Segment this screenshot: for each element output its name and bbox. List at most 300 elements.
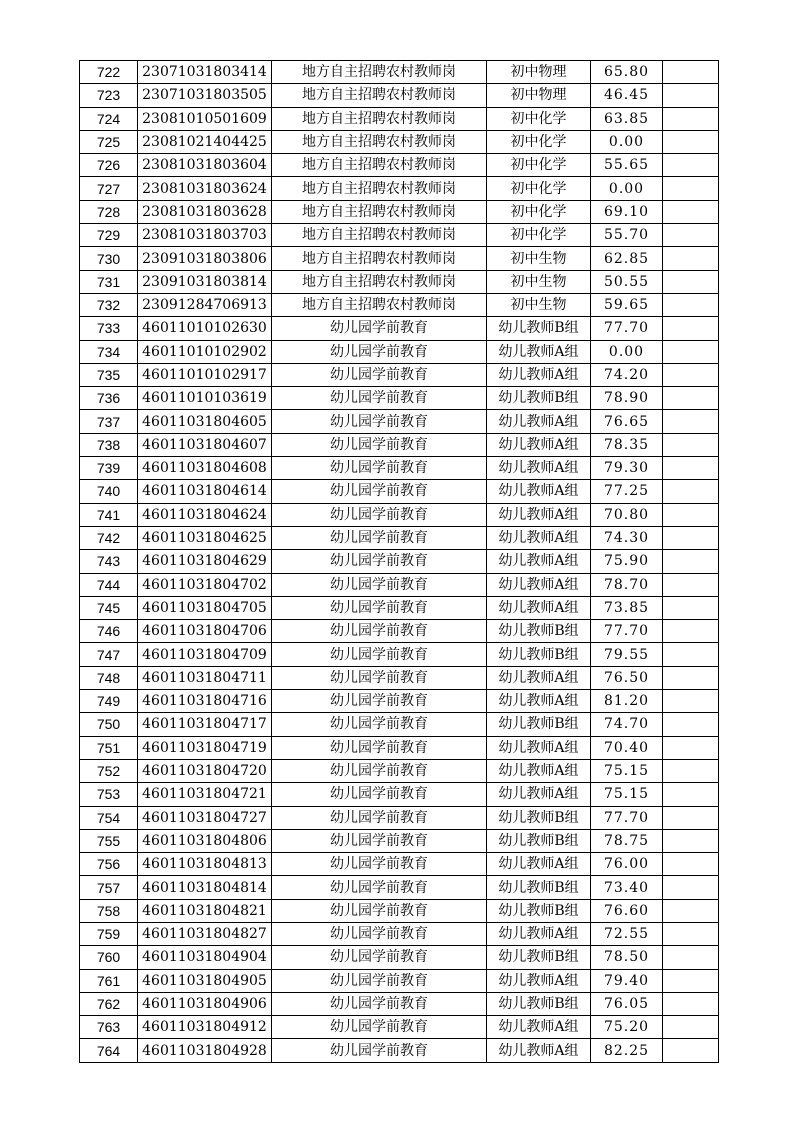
row-number: 739 bbox=[80, 457, 138, 480]
table-row bbox=[80, 270, 719, 293]
candidate-id: 46011031804614 bbox=[138, 480, 272, 503]
post-name: 幼儿园学前教育 bbox=[272, 480, 487, 503]
row-number: 750 bbox=[80, 713, 138, 736]
remark-cell bbox=[663, 853, 719, 876]
table-row bbox=[80, 107, 719, 130]
post-name: 幼儿园学前教育 bbox=[272, 620, 487, 643]
subject-name: 幼儿教师A组 bbox=[487, 1016, 591, 1039]
post-name: 幼儿园学前教育 bbox=[272, 317, 487, 340]
subject-name: 幼儿教师A组 bbox=[487, 783, 591, 806]
score-value: 79.30 bbox=[591, 457, 663, 480]
row-number: 764 bbox=[80, 1039, 138, 1062]
row-number: 753 bbox=[80, 783, 138, 806]
score-value: 78.35 bbox=[591, 433, 663, 456]
candidate-id: 46011031804702 bbox=[138, 573, 272, 596]
post-name: 幼儿园学前教育 bbox=[272, 503, 487, 526]
post-name: 幼儿园学前教育 bbox=[272, 457, 487, 480]
remark-cell bbox=[663, 620, 719, 643]
score-value: 76.60 bbox=[591, 899, 663, 922]
remark-cell bbox=[663, 457, 719, 480]
table-row bbox=[80, 946, 719, 969]
row-number: 754 bbox=[80, 806, 138, 829]
subject-name: 幼儿教师B组 bbox=[487, 620, 591, 643]
remark-cell bbox=[663, 270, 719, 293]
score-value: 62.85 bbox=[591, 247, 663, 270]
table-row bbox=[80, 783, 719, 806]
table-row bbox=[80, 806, 719, 829]
table-row bbox=[80, 130, 719, 153]
score-value: 81.20 bbox=[591, 690, 663, 713]
remark-cell bbox=[663, 829, 719, 852]
row-number: 757 bbox=[80, 876, 138, 899]
score-value: 55.65 bbox=[591, 154, 663, 177]
table-row bbox=[80, 596, 719, 619]
score-value: 0.00 bbox=[591, 177, 663, 200]
subject-name: 初中生物 bbox=[487, 247, 591, 270]
subject-name: 初中化学 bbox=[487, 200, 591, 223]
table-row bbox=[80, 317, 719, 340]
post-name: 幼儿园学前教育 bbox=[272, 806, 487, 829]
subject-name: 初中化学 bbox=[487, 107, 591, 130]
candidate-id: 23081031803624 bbox=[138, 177, 272, 200]
subject-name: 幼儿教师A组 bbox=[487, 457, 591, 480]
row-number: 761 bbox=[80, 969, 138, 992]
row-number: 733 bbox=[80, 317, 138, 340]
row-number: 745 bbox=[80, 596, 138, 619]
table-row bbox=[80, 247, 719, 270]
table-row bbox=[80, 410, 719, 433]
row-number: 722 bbox=[80, 61, 138, 84]
subject-name: 幼儿教师B组 bbox=[487, 876, 591, 899]
post-name: 幼儿园学前教育 bbox=[272, 853, 487, 876]
row-number: 746 bbox=[80, 620, 138, 643]
table-row bbox=[80, 503, 719, 526]
row-number: 735 bbox=[80, 363, 138, 386]
row-number: 726 bbox=[80, 154, 138, 177]
remark-cell bbox=[663, 876, 719, 899]
score-value: 76.05 bbox=[591, 992, 663, 1015]
remark-cell bbox=[663, 293, 719, 316]
score-value: 70.80 bbox=[591, 503, 663, 526]
row-number: 748 bbox=[80, 666, 138, 689]
subject-name: 幼儿教师B组 bbox=[487, 992, 591, 1015]
remark-cell bbox=[663, 154, 719, 177]
post-name: 幼儿园学前教育 bbox=[272, 922, 487, 945]
post-name: 幼儿园学前教育 bbox=[272, 643, 487, 666]
remark-cell bbox=[663, 84, 719, 107]
score-value: 73.40 bbox=[591, 876, 663, 899]
subject-name: 初中生物 bbox=[487, 270, 591, 293]
candidate-id: 46011010102902 bbox=[138, 340, 272, 363]
score-value: 0.00 bbox=[591, 340, 663, 363]
post-name: 幼儿园学前教育 bbox=[272, 783, 487, 806]
post-name: 幼儿园学前教育 bbox=[272, 992, 487, 1015]
subject-name: 幼儿教师A组 bbox=[487, 433, 591, 456]
post-name: 幼儿园学前教育 bbox=[272, 736, 487, 759]
remark-cell bbox=[663, 503, 719, 526]
post-name: 幼儿园学前教育 bbox=[272, 596, 487, 619]
score-value: 76.50 bbox=[591, 666, 663, 689]
score-value: 75.15 bbox=[591, 783, 663, 806]
row-number: 762 bbox=[80, 992, 138, 1015]
row-number: 752 bbox=[80, 759, 138, 782]
subject-name: 幼儿教师A组 bbox=[487, 759, 591, 782]
post-name: 幼儿园学前教育 bbox=[272, 387, 487, 410]
candidate-id: 46011031804905 bbox=[138, 969, 272, 992]
row-number: 747 bbox=[80, 643, 138, 666]
row-number: 727 bbox=[80, 177, 138, 200]
score-value: 63.85 bbox=[591, 107, 663, 130]
table-row bbox=[80, 690, 719, 713]
subject-name: 初中生物 bbox=[487, 293, 591, 316]
candidate-id: 23091031803806 bbox=[138, 247, 272, 270]
subject-name: 幼儿教师B组 bbox=[487, 387, 591, 410]
table-row bbox=[80, 224, 719, 247]
candidate-id: 23091284706913 bbox=[138, 293, 272, 316]
remark-cell bbox=[663, 480, 719, 503]
score-value: 78.50 bbox=[591, 946, 663, 969]
subject-name: 幼儿教师A组 bbox=[487, 550, 591, 573]
remark-cell bbox=[663, 410, 719, 433]
candidate-id: 46011031804719 bbox=[138, 736, 272, 759]
score-value: 79.40 bbox=[591, 969, 663, 992]
post-name: 幼儿园学前教育 bbox=[272, 969, 487, 992]
table-row bbox=[80, 829, 719, 852]
score-value: 76.00 bbox=[591, 853, 663, 876]
subject-name: 幼儿教师A组 bbox=[487, 596, 591, 619]
table-body bbox=[80, 61, 719, 1063]
score-value: 75.15 bbox=[591, 759, 663, 782]
remark-cell bbox=[663, 1039, 719, 1062]
table-row bbox=[80, 666, 719, 689]
candidate-id: 46011031804906 bbox=[138, 992, 272, 1015]
subject-name: 幼儿教师A组 bbox=[487, 526, 591, 549]
candidate-id: 46011031804904 bbox=[138, 946, 272, 969]
candidate-id: 46011031804709 bbox=[138, 643, 272, 666]
post-name: 地方自主招聘农村教师岗 bbox=[272, 61, 487, 84]
remark-cell bbox=[663, 387, 719, 410]
candidate-id: 46011031804721 bbox=[138, 783, 272, 806]
score-value: 50.55 bbox=[591, 270, 663, 293]
post-name: 幼儿园学前教育 bbox=[272, 759, 487, 782]
row-number: 740 bbox=[80, 480, 138, 503]
subject-name: 幼儿教师B组 bbox=[487, 317, 591, 340]
remark-cell bbox=[663, 946, 719, 969]
post-name: 地方自主招聘农村教师岗 bbox=[272, 84, 487, 107]
subject-name: 幼儿教师B组 bbox=[487, 713, 591, 736]
score-value: 46.45 bbox=[591, 84, 663, 107]
row-number: 725 bbox=[80, 130, 138, 153]
remark-cell bbox=[663, 340, 719, 363]
post-name: 幼儿园学前教育 bbox=[272, 713, 487, 736]
candidate-id: 46011031804716 bbox=[138, 690, 272, 713]
subject-name: 幼儿教师A组 bbox=[487, 503, 591, 526]
score-value: 73.85 bbox=[591, 596, 663, 619]
remark-cell bbox=[663, 666, 719, 689]
table-row bbox=[80, 293, 719, 316]
post-name: 幼儿园学前教育 bbox=[272, 573, 487, 596]
table-row bbox=[80, 433, 719, 456]
score-value: 79.55 bbox=[591, 643, 663, 666]
table-row bbox=[80, 899, 719, 922]
row-number: 749 bbox=[80, 690, 138, 713]
remark-cell bbox=[663, 200, 719, 223]
row-number: 755 bbox=[80, 829, 138, 852]
row-number: 760 bbox=[80, 946, 138, 969]
table-row bbox=[80, 992, 719, 1015]
subject-name: 幼儿教师B组 bbox=[487, 946, 591, 969]
remark-cell bbox=[663, 433, 719, 456]
remark-cell bbox=[663, 643, 719, 666]
post-name: 幼儿园学前教育 bbox=[272, 433, 487, 456]
candidate-id: 46011031804711 bbox=[138, 666, 272, 689]
remark-cell bbox=[663, 177, 719, 200]
remark-cell bbox=[663, 596, 719, 619]
table-row bbox=[80, 200, 719, 223]
candidate-id: 46011031804727 bbox=[138, 806, 272, 829]
table-row bbox=[80, 154, 719, 177]
post-name: 幼儿园学前教育 bbox=[272, 410, 487, 433]
post-name: 地方自主招聘农村教师岗 bbox=[272, 200, 487, 223]
table-row bbox=[80, 876, 719, 899]
candidate-id: 23081031803628 bbox=[138, 200, 272, 223]
table-row bbox=[80, 387, 719, 410]
row-number: 751 bbox=[80, 736, 138, 759]
subject-name: 幼儿教师A组 bbox=[487, 363, 591, 386]
table-row bbox=[80, 620, 719, 643]
post-name: 地方自主招聘农村教师岗 bbox=[272, 247, 487, 270]
remark-cell bbox=[663, 130, 719, 153]
subject-name: 幼儿教师B组 bbox=[487, 643, 591, 666]
remark-cell bbox=[663, 526, 719, 549]
candidate-id: 23081031803703 bbox=[138, 224, 272, 247]
table-row bbox=[80, 1016, 719, 1039]
score-value: 77.70 bbox=[591, 806, 663, 829]
row-number: 759 bbox=[80, 922, 138, 945]
remark-cell bbox=[663, 969, 719, 992]
post-name: 幼儿园学前教育 bbox=[272, 876, 487, 899]
candidate-id: 46011031804814 bbox=[138, 876, 272, 899]
subject-name: 幼儿教师A组 bbox=[487, 340, 591, 363]
post-name: 地方自主招聘农村教师岗 bbox=[272, 270, 487, 293]
subject-name: 初中物理 bbox=[487, 84, 591, 107]
post-name: 地方自主招聘农村教师岗 bbox=[272, 224, 487, 247]
post-name: 幼儿园学前教育 bbox=[272, 363, 487, 386]
remark-cell bbox=[663, 713, 719, 736]
row-number: 728 bbox=[80, 200, 138, 223]
subject-name: 幼儿教师B组 bbox=[487, 829, 591, 852]
table-row bbox=[80, 853, 719, 876]
remark-cell bbox=[663, 899, 719, 922]
row-number: 732 bbox=[80, 293, 138, 316]
score-value: 74.20 bbox=[591, 363, 663, 386]
score-value: 72.55 bbox=[591, 922, 663, 945]
remark-cell bbox=[663, 806, 719, 829]
table-row bbox=[80, 643, 719, 666]
remark-cell bbox=[663, 690, 719, 713]
remark-cell bbox=[663, 224, 719, 247]
score-value: 70.40 bbox=[591, 736, 663, 759]
candidate-id: 46011031804827 bbox=[138, 922, 272, 945]
remark-cell bbox=[663, 922, 719, 945]
subject-name: 初中化学 bbox=[487, 154, 591, 177]
post-name: 地方自主招聘农村教师岗 bbox=[272, 107, 487, 130]
score-value: 77.25 bbox=[591, 480, 663, 503]
post-name: 地方自主招聘农村教师岗 bbox=[272, 293, 487, 316]
table-row bbox=[80, 526, 719, 549]
candidate-id: 23071031803414 bbox=[138, 61, 272, 84]
post-name: 幼儿园学前教育 bbox=[272, 829, 487, 852]
table-row bbox=[80, 84, 719, 107]
subject-name: 幼儿教师A组 bbox=[487, 690, 591, 713]
subject-name: 初中化学 bbox=[487, 130, 591, 153]
table-row bbox=[80, 759, 719, 782]
post-name: 幼儿园学前教育 bbox=[272, 690, 487, 713]
row-number: 723 bbox=[80, 84, 138, 107]
post-name: 地方自主招聘农村教师岗 bbox=[272, 154, 487, 177]
subject-name: 幼儿教师A组 bbox=[487, 410, 591, 433]
post-name: 幼儿园学前教育 bbox=[272, 1016, 487, 1039]
candidate-id: 46011031804706 bbox=[138, 620, 272, 643]
table-row bbox=[80, 1039, 719, 1062]
row-number: 756 bbox=[80, 853, 138, 876]
score-value: 78.75 bbox=[591, 829, 663, 852]
remark-cell bbox=[663, 61, 719, 84]
score-value: 76.65 bbox=[591, 410, 663, 433]
post-name: 幼儿园学前教育 bbox=[272, 340, 487, 363]
subject-name: 幼儿教师A组 bbox=[487, 922, 591, 945]
subject-name: 初中物理 bbox=[487, 61, 591, 84]
score-value: 65.80 bbox=[591, 61, 663, 84]
row-number: 730 bbox=[80, 247, 138, 270]
subject-name: 幼儿教师A组 bbox=[487, 480, 591, 503]
subject-name: 初中化学 bbox=[487, 224, 591, 247]
candidate-id: 46011010102630 bbox=[138, 317, 272, 340]
candidate-id: 23071031803505 bbox=[138, 84, 272, 107]
post-name: 幼儿园学前教育 bbox=[272, 550, 487, 573]
subject-name: 幼儿教师A组 bbox=[487, 969, 591, 992]
subject-name: 幼儿教师A组 bbox=[487, 1039, 591, 1062]
table-row bbox=[80, 550, 719, 573]
candidate-id: 46011010103619 bbox=[138, 387, 272, 410]
row-number: 724 bbox=[80, 107, 138, 130]
row-number: 744 bbox=[80, 573, 138, 596]
score-value: 75.90 bbox=[591, 550, 663, 573]
table-row bbox=[80, 363, 719, 386]
table-row bbox=[80, 480, 719, 503]
row-number: 734 bbox=[80, 340, 138, 363]
table-row bbox=[80, 340, 719, 363]
score-value: 74.70 bbox=[591, 713, 663, 736]
candidate-id: 46011031804625 bbox=[138, 526, 272, 549]
score-value: 78.90 bbox=[591, 387, 663, 410]
row-number: 758 bbox=[80, 899, 138, 922]
row-number: 741 bbox=[80, 503, 138, 526]
post-name: 幼儿园学前教育 bbox=[272, 526, 487, 549]
candidate-id: 46011031804928 bbox=[138, 1039, 272, 1062]
remark-cell bbox=[663, 1016, 719, 1039]
candidate-id: 23081021404425 bbox=[138, 130, 272, 153]
score-value: 55.70 bbox=[591, 224, 663, 247]
row-number: 736 bbox=[80, 387, 138, 410]
post-name: 幼儿园学前教育 bbox=[272, 1039, 487, 1062]
subject-name: 幼儿教师A组 bbox=[487, 573, 591, 596]
post-name: 幼儿园学前教育 bbox=[272, 899, 487, 922]
subject-name: 幼儿教师B组 bbox=[487, 899, 591, 922]
candidate-id: 23081010501609 bbox=[138, 107, 272, 130]
candidate-id: 46011031804605 bbox=[138, 410, 272, 433]
score-value: 0.00 bbox=[591, 130, 663, 153]
candidate-id: 46011031804608 bbox=[138, 457, 272, 480]
subject-name: 幼儿教师A组 bbox=[487, 853, 591, 876]
remark-cell bbox=[663, 736, 719, 759]
score-value: 78.70 bbox=[591, 573, 663, 596]
score-value: 77.70 bbox=[591, 317, 663, 340]
score-value: 69.10 bbox=[591, 200, 663, 223]
post-name: 地方自主招聘农村教师岗 bbox=[272, 130, 487, 153]
candidate-id: 46011010102917 bbox=[138, 363, 272, 386]
subject-name: 幼儿教师A组 bbox=[487, 736, 591, 759]
table-row bbox=[80, 922, 719, 945]
row-number: 763 bbox=[80, 1016, 138, 1039]
table-row bbox=[80, 969, 719, 992]
table-row bbox=[80, 61, 719, 84]
candidate-id: 23081031803604 bbox=[138, 154, 272, 177]
post-name: 幼儿园学前教育 bbox=[272, 666, 487, 689]
post-name: 地方自主招聘农村教师岗 bbox=[272, 177, 487, 200]
remark-cell bbox=[663, 363, 719, 386]
subject-name: 幼儿教师A组 bbox=[487, 666, 591, 689]
candidate-id: 46011031804806 bbox=[138, 829, 272, 852]
candidate-id: 46011031804629 bbox=[138, 550, 272, 573]
remark-cell bbox=[663, 317, 719, 340]
table-row bbox=[80, 177, 719, 200]
remark-cell bbox=[663, 573, 719, 596]
score-value: 74.30 bbox=[591, 526, 663, 549]
candidate-id: 46011031804717 bbox=[138, 713, 272, 736]
row-number: 738 bbox=[80, 433, 138, 456]
candidate-id: 46011031804720 bbox=[138, 759, 272, 782]
candidate-id: 46011031804624 bbox=[138, 503, 272, 526]
subject-name: 初中化学 bbox=[487, 177, 591, 200]
candidate-id: 46011031804705 bbox=[138, 596, 272, 619]
candidate-id: 46011031804821 bbox=[138, 899, 272, 922]
candidate-id: 46011031804912 bbox=[138, 1016, 272, 1039]
score-value: 77.70 bbox=[591, 620, 663, 643]
row-number: 742 bbox=[80, 526, 138, 549]
row-number: 731 bbox=[80, 270, 138, 293]
remark-cell bbox=[663, 247, 719, 270]
table-row bbox=[80, 457, 719, 480]
subject-name: 幼儿教师B组 bbox=[487, 806, 591, 829]
row-number: 743 bbox=[80, 550, 138, 573]
table-row bbox=[80, 573, 719, 596]
candidate-id: 46011031804813 bbox=[138, 853, 272, 876]
table-row bbox=[80, 713, 719, 736]
remark-cell bbox=[663, 992, 719, 1015]
remark-cell bbox=[663, 550, 719, 573]
remark-cell bbox=[663, 107, 719, 130]
row-number: 737 bbox=[80, 410, 138, 433]
score-table bbox=[79, 60, 719, 1063]
remark-cell bbox=[663, 783, 719, 806]
table-row bbox=[80, 736, 719, 759]
score-value: 59.65 bbox=[591, 293, 663, 316]
candidate-id: 23091031803814 bbox=[138, 270, 272, 293]
score-value: 75.20 bbox=[591, 1016, 663, 1039]
row-number: 729 bbox=[80, 224, 138, 247]
post-name: 幼儿园学前教育 bbox=[272, 946, 487, 969]
